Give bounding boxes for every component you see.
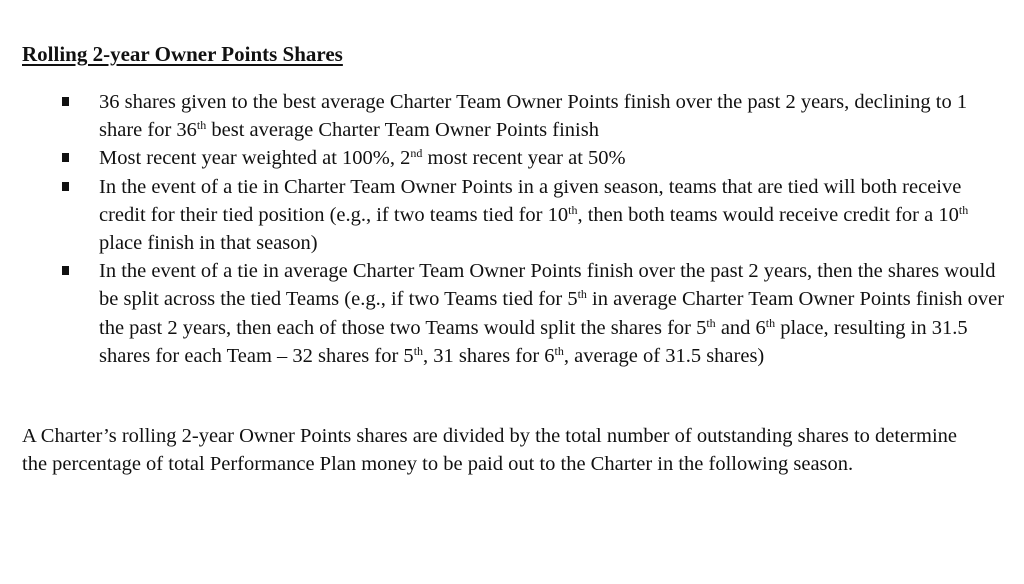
bullet-item bbox=[22, 144, 1007, 172]
ordinal-suffix: th bbox=[196, 118, 207, 133]
bullet-text: In the event of a tie in average Charter Team Owner Points finish over the past 2 years, then the shares would be split across the tied Teams (e.g., if two Teams tied for 5 bbox=[99, 260, 996, 311]
square-bullet-icon bbox=[62, 97, 69, 106]
ordinal-suffix: th bbox=[568, 202, 578, 217]
ordinal-suffix: th bbox=[413, 343, 424, 358]
ordinal-suffix: nd bbox=[410, 146, 423, 161]
ordinal-suffix: th bbox=[554, 343, 564, 358]
square-bullet-icon bbox=[62, 182, 69, 191]
bullet-text: , then both teams would receive credit for a 10 bbox=[577, 203, 959, 226]
ordinal-suffix: th bbox=[765, 315, 776, 330]
bullet-text: In the event of a tie in Charter Team Owner Points in a given season, teams that are tied will both receive credit for their tied position (e.g., if two teams tied for 10 bbox=[99, 175, 962, 226]
ordinal-suffix: th bbox=[706, 315, 716, 330]
bullet-text: in average Charter Team Owner Points finish over the past 2 years, then each of those two Teams would split the shares for 5 bbox=[99, 288, 1005, 339]
square-bullet-icon bbox=[62, 153, 69, 162]
bullet-text: , average of 31.5 shares) bbox=[563, 344, 765, 367]
bullet-text: place finish in that season) bbox=[99, 232, 318, 255]
document-page bbox=[22, 40, 1007, 478]
bullet-text: , 31 shares for 6 bbox=[423, 344, 555, 367]
bullet-text: place, resulting in 31.5 shares for each Team – 32 shares for 5 bbox=[99, 316, 968, 367]
bullet-text: Most recent year weighted at 100%, 2 bbox=[99, 147, 411, 170]
square-bullet-icon bbox=[62, 266, 69, 275]
ordinal-suffix: th bbox=[958, 202, 969, 217]
bullet-list bbox=[22, 88, 1007, 370]
ordinal-suffix: th bbox=[577, 287, 587, 302]
bullet-text: 36 shares given to the best average Charter Team Owner Points finish over the past 2 years, declining to 1 share for 36 bbox=[99, 91, 968, 142]
bullet-text: best average Charter Team Owner Points finish bbox=[206, 119, 599, 142]
bullet-text: most recent year at 50% bbox=[422, 147, 626, 170]
bullet-item bbox=[22, 88, 1007, 144]
summary-paragraph: A Charter’s rolling 2-year Owner Points shares are divided by the total number of outstanding shares to determine the percentage of total Performance Plan money to be paid out to the Charter in the following season. bbox=[22, 425, 957, 476]
bullet-item bbox=[22, 173, 1007, 258]
bullet-item bbox=[22, 257, 1007, 370]
bullet-text: and 6 bbox=[715, 316, 766, 339]
section-heading: Rolling 2-year Owner Points Shares bbox=[22, 42, 343, 66]
